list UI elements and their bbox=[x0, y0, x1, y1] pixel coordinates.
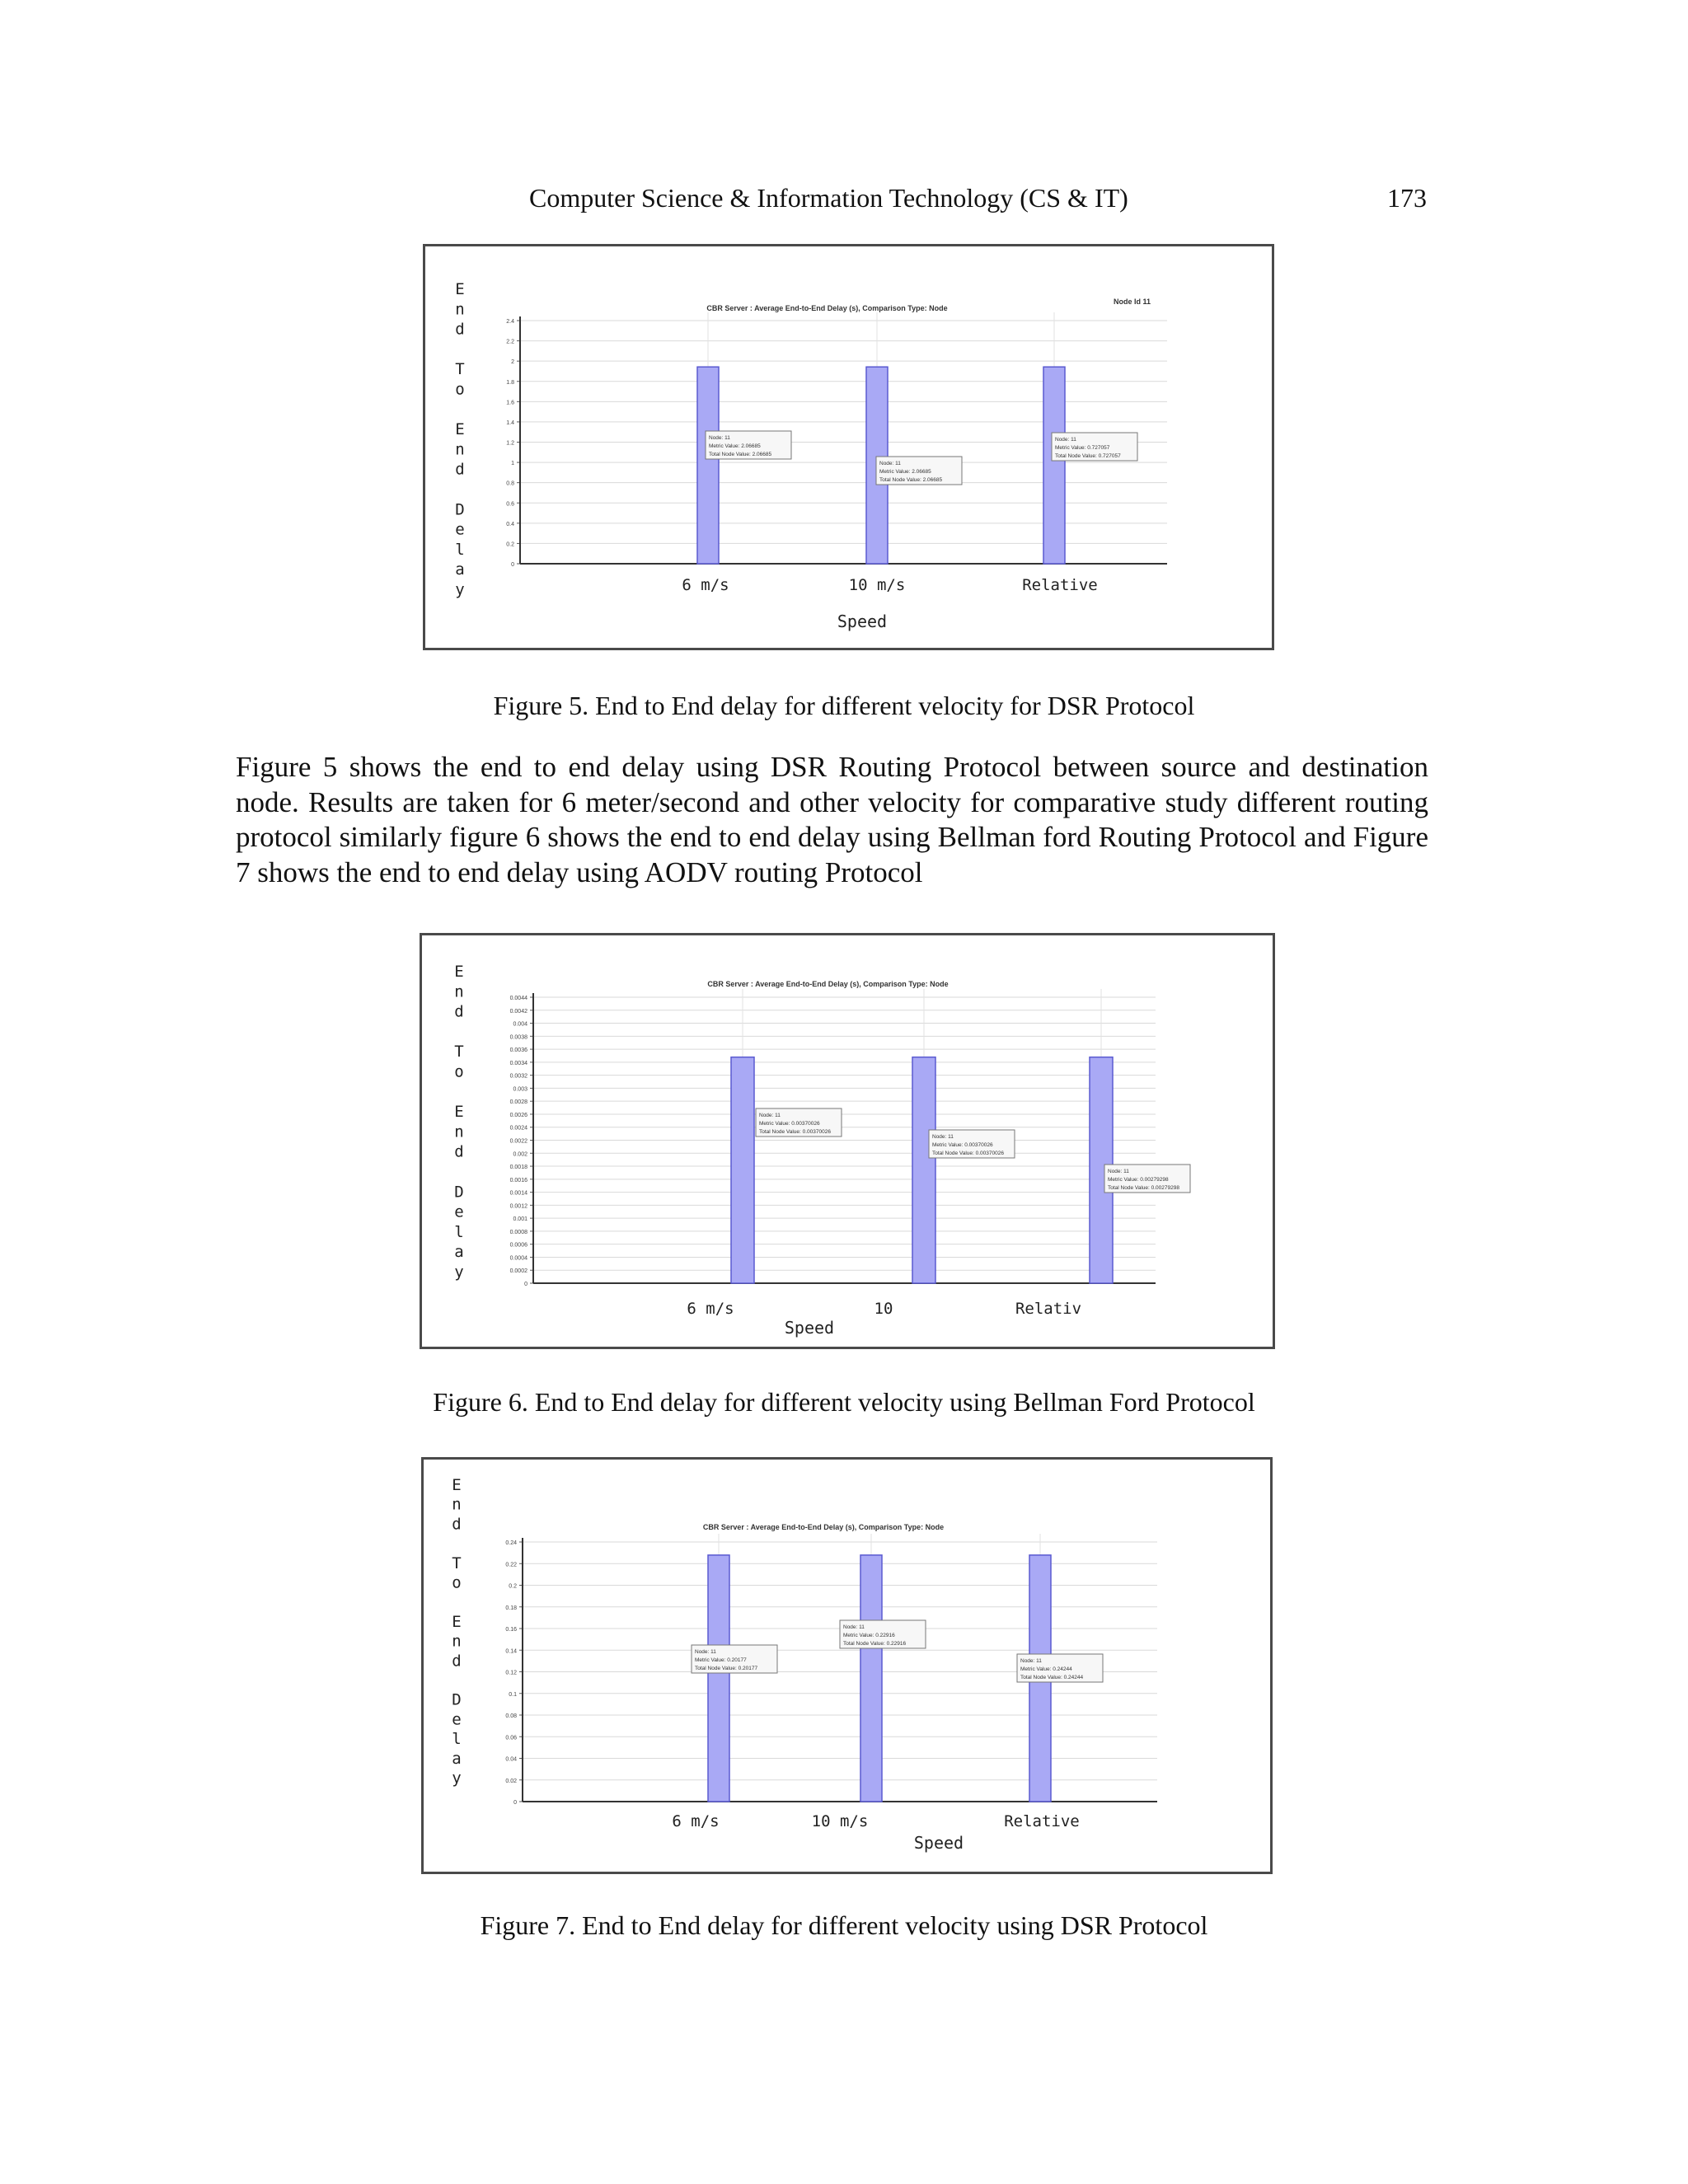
y-tick-label: 0.0044 bbox=[509, 996, 528, 1001]
x-category-label: Relativ bbox=[1015, 1300, 1082, 1318]
x-category-label: 6 m/s bbox=[687, 1300, 734, 1318]
tooltip-text: Metric Value: 0.22916 bbox=[843, 1633, 895, 1638]
y-axis-label-letter: T bbox=[452, 1554, 462, 1572]
y-tick-label: 0.002 bbox=[513, 1151, 528, 1158]
x-category-label: 6 m/s bbox=[672, 1812, 720, 1830]
y-axis-label-letter: T bbox=[455, 360, 465, 379]
y-axis-label-letter: d bbox=[455, 320, 465, 339]
y-axis-label-letter: e bbox=[454, 1202, 464, 1221]
tooltip-text: Node: 11 bbox=[1055, 437, 1076, 443]
tooltip-text: Total Node Value: 2.06685 bbox=[879, 477, 943, 483]
tooltip-text: Metric Value: 0.727057 bbox=[1055, 445, 1110, 451]
bar-2 bbox=[860, 1555, 882, 1802]
y-axis-label-letter: n bbox=[455, 440, 465, 459]
y-tick-label: 0.2 bbox=[509, 1583, 517, 1590]
x-category-label: 10 m/s bbox=[848, 576, 906, 594]
tooltip-text: Metric Value: 0.00370026 bbox=[932, 1142, 993, 1148]
y-tick-label: 0.0018 bbox=[509, 1165, 528, 1171]
y-axis-label-letter: D bbox=[454, 1183, 464, 1202]
x-category-label: Relative bbox=[1004, 1812, 1080, 1830]
y-tick-label: 0 bbox=[513, 1800, 517, 1806]
y-tick-label: 0.12 bbox=[505, 1670, 517, 1676]
tooltip-text: Node: 11 bbox=[709, 435, 730, 441]
y-axis-label-letter: o bbox=[454, 1062, 464, 1081]
tooltip-text: Node: 11 bbox=[1108, 1169, 1129, 1174]
y-axis-label-letter: l bbox=[455, 540, 465, 559]
figure-6-caption: Figure 6. End to End delay for different velocity using Bellman Ford Protocol bbox=[433, 1387, 1255, 1417]
y-tick-label: 0.0016 bbox=[509, 1177, 528, 1183]
tooltip-text: Node: 11 bbox=[1020, 1658, 1042, 1664]
y-tick-label: 0.0006 bbox=[509, 1242, 528, 1249]
figure-6-chart bbox=[420, 933, 1275, 1349]
legend-node-id: Node Id 11 bbox=[1113, 298, 1151, 306]
y-axis-label-letter: n bbox=[454, 1122, 464, 1141]
y-tick-label: 0.0022 bbox=[509, 1138, 528, 1145]
y-tick-label: 0.0036 bbox=[509, 1047, 528, 1054]
tooltip-text: Metric Value: 2.06685 bbox=[709, 443, 761, 449]
tooltip-text: Total Node Value: 0.00279298 bbox=[1108, 1185, 1179, 1191]
y-tick-label: 0.4 bbox=[506, 521, 514, 527]
tooltip-text: Metric Value: 2.06685 bbox=[879, 469, 931, 475]
y-axis-label-letter: E bbox=[452, 1612, 462, 1631]
y-axis-label-letter: y bbox=[452, 1769, 462, 1788]
chart-title: CBR Server : Average End-to-End Delay (s), Comparison Type: Node bbox=[706, 304, 948, 312]
y-axis-label-letter: d bbox=[452, 1652, 462, 1671]
y-axis-label-letter: e bbox=[455, 520, 465, 539]
bar-1 bbox=[697, 367, 719, 564]
y-axis-label-letter: T bbox=[454, 1043, 464, 1062]
y-tick-label: 1.6 bbox=[506, 400, 514, 406]
figure-7-caption: Figure 7. End to End delay for different velocity using DSR Protocol bbox=[480, 1910, 1208, 1940]
y-tick-label: 0.0026 bbox=[509, 1112, 528, 1118]
tooltip-text: Total Node Value: 0.727057 bbox=[1055, 453, 1121, 459]
y-tick-label: 0.2 bbox=[506, 541, 514, 548]
y-axis-label-letter: d bbox=[454, 1142, 464, 1161]
tooltip-text: Metric Value: 0.00279298 bbox=[1108, 1177, 1169, 1183]
y-tick-label: 0.0014 bbox=[509, 1190, 528, 1197]
figure-5-svg bbox=[425, 246, 1272, 648]
bar-3 bbox=[1043, 367, 1065, 564]
y-axis-label-letter: l bbox=[452, 1730, 462, 1749]
chart-title: CBR Server : Average End-to-End Delay (s), Comparison Type: Node bbox=[707, 980, 949, 988]
y-tick-label: 0.0012 bbox=[509, 1203, 528, 1210]
figure-7-svg bbox=[424, 1460, 1270, 1872]
journal-title: Computer Science & Information Technology (CS & IT) bbox=[529, 183, 1128, 213]
y-tick-label: 0.06 bbox=[505, 1735, 517, 1741]
y-axis-label-letter: E bbox=[454, 963, 464, 981]
y-tick-label: 0.004 bbox=[513, 1021, 528, 1028]
y-axis-label-letter: E bbox=[454, 1103, 464, 1122]
y-axis-label-letter: D bbox=[455, 500, 465, 519]
y-axis-label-letter: a bbox=[455, 560, 465, 579]
y-axis-label-letter: d bbox=[452, 1515, 462, 1534]
y-axis-label-letter: o bbox=[452, 1573, 462, 1592]
y-tick-label: 0.0024 bbox=[509, 1125, 528, 1132]
y-tick-label: 0.0008 bbox=[509, 1229, 528, 1235]
y-tick-label: 0.24 bbox=[505, 1540, 517, 1546]
x-axis-title: Speed bbox=[913, 1833, 964, 1853]
figure-5-chart bbox=[423, 244, 1274, 650]
y-axis-label-letter: E bbox=[452, 1476, 462, 1494]
y-tick-label: 0.0028 bbox=[509, 1099, 528, 1106]
y-tick-label: 0.14 bbox=[505, 1648, 517, 1655]
body-paragraph: Figure 5 shows the end to end delay using DSR Routing Protocol between source and destination node. Results are taken for 6 meter/second and other velocity for comparative study different routing protocol similarly figure 6 shows the end to end delay using Bellman ford Routing Protocol and Figure 7 shows the end to end delay using AODV routing Protocol bbox=[236, 751, 1428, 888]
tooltip-text: Metric Value: 0.00370026 bbox=[759, 1121, 820, 1127]
y-tick-label: 0.22 bbox=[505, 1562, 517, 1568]
y-tick-label: 2.4 bbox=[506, 319, 514, 325]
tooltip-text: Total Node Value: 0.00370026 bbox=[932, 1151, 1004, 1156]
chart-title: CBR Server : Average End-to-End Delay (s), Comparison Type: Node bbox=[702, 1523, 945, 1531]
y-tick-label: 2 bbox=[511, 359, 514, 366]
y-tick-label: 0.0004 bbox=[509, 1255, 528, 1262]
bar-1 bbox=[708, 1555, 729, 1802]
y-tick-label: 0.0034 bbox=[509, 1060, 528, 1066]
tooltip-text: Total Node Value: 2.06685 bbox=[709, 452, 772, 457]
y-tick-label: 0.6 bbox=[506, 501, 514, 508]
y-axis-label-letter: n bbox=[454, 982, 464, 1001]
running-header bbox=[0, 183, 1688, 224]
tooltip-text: Node: 11 bbox=[759, 1113, 781, 1118]
y-tick-label: 1.8 bbox=[506, 379, 514, 386]
bar-2 bbox=[912, 1057, 935, 1283]
tooltip-text: Metric Value: 0.20177 bbox=[695, 1657, 747, 1663]
tooltip-text: Node: 11 bbox=[879, 461, 901, 466]
y-axis-label-letter: o bbox=[455, 380, 465, 399]
y-tick-label: 0.003 bbox=[513, 1086, 528, 1093]
y-tick-label: 0.04 bbox=[505, 1756, 517, 1763]
x-axis-title: Speed bbox=[784, 1318, 835, 1338]
x-category-label: Relative bbox=[1022, 576, 1098, 594]
figure-6-svg bbox=[422, 935, 1273, 1347]
y-tick-label: 0 bbox=[524, 1282, 528, 1287]
y-tick-label: 0.08 bbox=[505, 1713, 517, 1719]
y-tick-label: 0.001 bbox=[513, 1216, 528, 1223]
y-tick-label: 1.2 bbox=[506, 440, 514, 447]
y-axis-label-letter: D bbox=[452, 1690, 462, 1709]
x-category-label: 10 bbox=[874, 1300, 893, 1318]
x-category-label: 10 m/s bbox=[811, 1812, 869, 1830]
y-axis-label-letter: n bbox=[452, 1632, 462, 1651]
tooltip-text: Node: 11 bbox=[843, 1624, 865, 1630]
y-tick-label: 0 bbox=[511, 562, 514, 568]
x-axis-title: Speed bbox=[837, 612, 888, 631]
y-axis-label-letter: n bbox=[455, 300, 465, 319]
tooltip-text: Total Node Value: 0.22916 bbox=[843, 1641, 907, 1647]
y-axis-label-letter: E bbox=[455, 420, 465, 439]
y-tick-label: 0.0042 bbox=[509, 1008, 528, 1015]
y-axis-label-letter: y bbox=[455, 580, 465, 599]
y-tick-label: 0.02 bbox=[505, 1778, 517, 1784]
y-axis-label-letter: E bbox=[455, 280, 465, 298]
y-tick-label: 1.4 bbox=[506, 419, 514, 426]
y-tick-label: 0.0032 bbox=[509, 1073, 528, 1080]
y-tick-label: 0.0038 bbox=[509, 1034, 528, 1041]
y-axis-label-letter: e bbox=[452, 1710, 462, 1729]
tooltip-text: Total Node Value: 0.20177 bbox=[695, 1666, 758, 1671]
y-axis-label-letter: l bbox=[454, 1222, 464, 1241]
y-axis-label-letter: a bbox=[452, 1749, 462, 1768]
bar-1 bbox=[731, 1057, 754, 1283]
x-category-label: 6 m/s bbox=[682, 576, 729, 594]
y-tick-label: 0.1 bbox=[509, 1691, 517, 1698]
figure-7-chart bbox=[421, 1457, 1273, 1874]
y-tick-label: 0.8 bbox=[506, 480, 514, 487]
tooltip-text: Total Node Value: 0.24244 bbox=[1020, 1675, 1084, 1680]
y-axis-label-letter: y bbox=[454, 1263, 464, 1282]
y-axis-label-letter: a bbox=[454, 1243, 464, 1262]
y-tick-label: 1 bbox=[511, 461, 514, 467]
y-tick-label: 0.0002 bbox=[509, 1268, 528, 1275]
tooltip-text: Total Node Value: 0.00370026 bbox=[759, 1129, 831, 1135]
tooltip-text: Node: 11 bbox=[695, 1649, 716, 1655]
page-number: 173 bbox=[1387, 183, 1427, 213]
y-tick-label: 0.16 bbox=[505, 1627, 517, 1633]
figure-5-caption: Figure 5. End to End delay for different velocity for DSR Protocol bbox=[493, 691, 1195, 720]
tooltip-text: Node: 11 bbox=[932, 1134, 954, 1140]
y-tick-label: 0.18 bbox=[505, 1605, 517, 1611]
y-axis-label-letter: d bbox=[454, 1002, 464, 1021]
tooltip-text: Metric Value: 0.24244 bbox=[1020, 1666, 1072, 1672]
y-axis-label-letter: d bbox=[455, 460, 465, 479]
y-axis-label-letter: n bbox=[452, 1495, 462, 1514]
y-tick-label: 2.2 bbox=[506, 339, 514, 345]
